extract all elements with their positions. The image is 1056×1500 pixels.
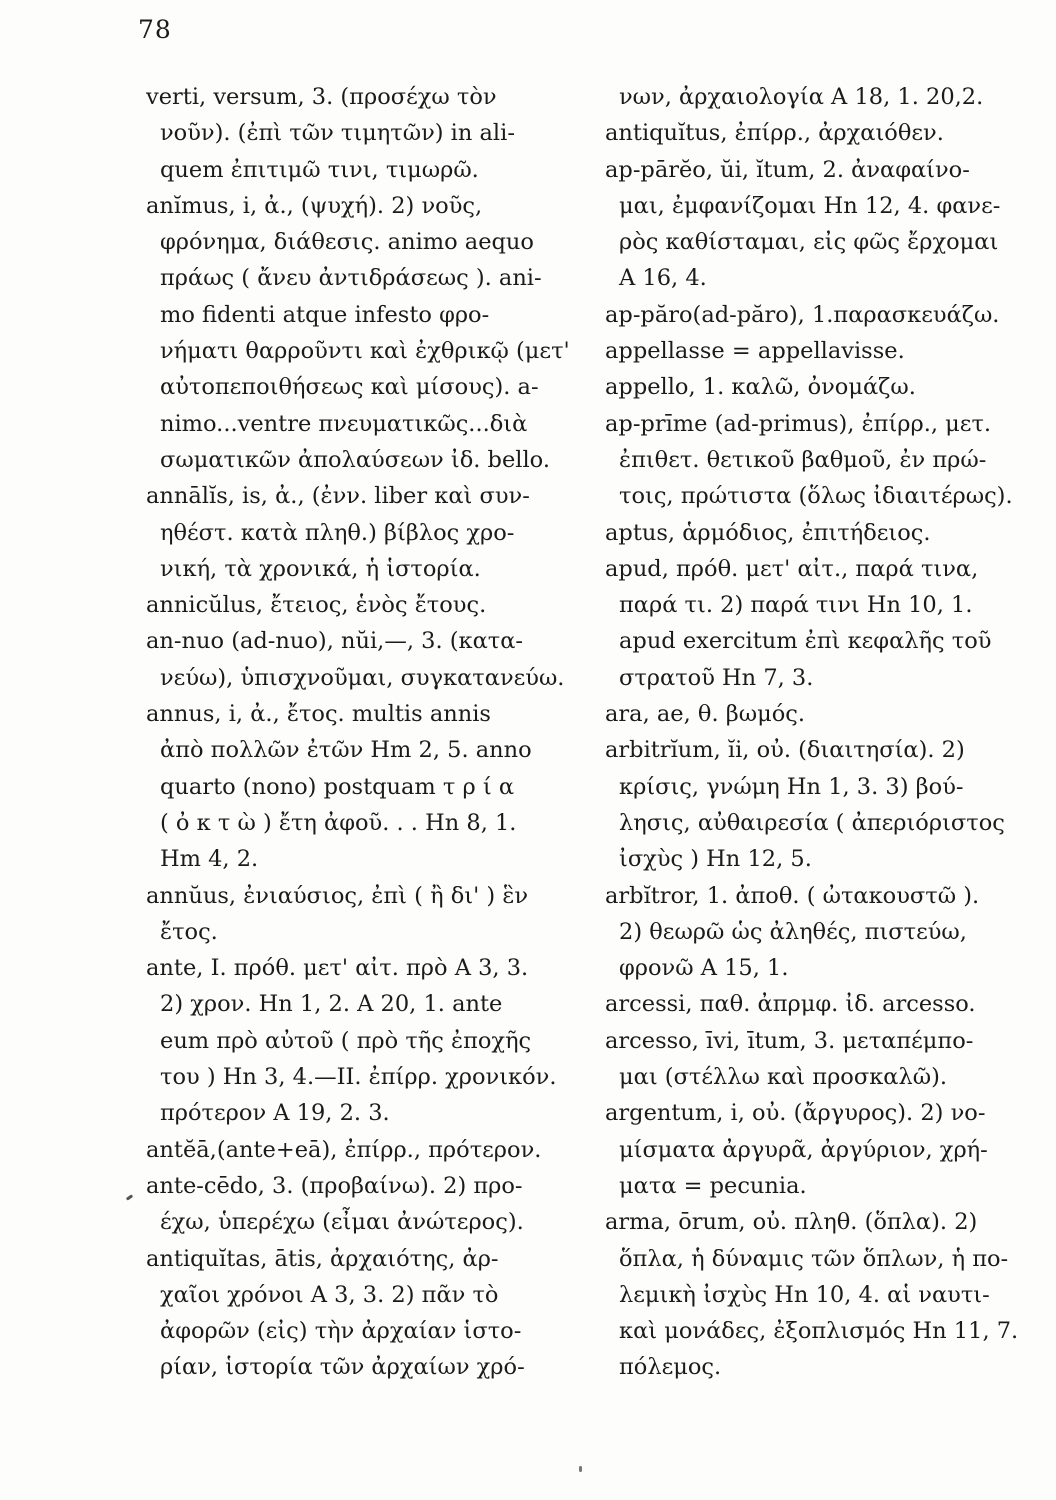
entry-line: λεμικὴ ἰσχὺς Hn 10, 4. αἱ ναυτι- <box>619 1281 990 1308</box>
entry-line: παρά τι. 2) παρά τινι Hn 10, 1. <box>619 592 973 619</box>
entry-headword-line: antiquĭtus, ἐπίρρ., ἀρχαιόθεν. <box>605 120 944 147</box>
entry-line: ( ὀ κ τ ὼ ) ἔτη ἀφοῦ. . . Hn 8, 1. <box>160 809 517 836</box>
entry-headword-line: ara, ae, θ. βωμός. <box>605 701 806 728</box>
entry-line: Hm 4, 2. <box>160 846 259 873</box>
entry-headword-line: annŭus, ἐνιαύσιος, ἐπὶ ( ἢ δι' ) ἓν <box>146 882 529 909</box>
ink-speck <box>579 1466 582 1472</box>
entry-line: ὅπλα, ἡ δύναμις τῶν ὅπλων, ἡ πο- <box>619 1245 1009 1272</box>
entry-line: λησις, αὐθαιρεσία ( ἀπεριόριστος <box>619 809 1005 836</box>
right-column <box>605 79 1035 1386</box>
entry-line: 2) θεωρῶ ὡς ἀληθές, πιστεύω, <box>619 918 967 945</box>
entry-line: κρίσις, γνώμη Hn 1, 3. 3) βού- <box>619 773 964 800</box>
entry-headword-line: aptus, ἁρμόδιος, ἐπιτήδειος. <box>605 519 931 546</box>
entry-line: φρονῶ A 15, 1. <box>619 955 789 982</box>
entry-line: πράως ( ἄνευ ἀντιδράσεως ). ani- <box>160 265 542 292</box>
entry-headword-line: argentum, i, οὐ. (ἄργυρος). 2) νο- <box>605 1100 986 1127</box>
entry-line: σωματικῶν ἀπολαύσεων ἰδ. bello. <box>160 446 550 473</box>
entry-headword-line: arbĭtror, 1. ἀποθ. ( ὠτακουστῶ ). <box>605 882 980 909</box>
entry-line: έχω, ὑπερέχω (εἶμαι ἀνώτερος). <box>160 1209 524 1236</box>
entry-line: ἰσχὺς ) Hn 12, 5. <box>619 846 812 873</box>
entry-line: μαι (στέλλω καὶ προσκαλῶ). <box>619 1064 947 1091</box>
entry-headword-line: ante-cēdo, 3. (προβαίνω). 2) προ- <box>146 1172 523 1199</box>
entry-headword-line: antiquĭtas, ātis, ἀρχαιότης, ἀρ- <box>146 1245 499 1272</box>
page-number: 78 <box>138 15 172 44</box>
entry-headword-line: annus, i, ἀ., ἔτος. multis annis <box>146 701 491 728</box>
entry-headword-line: anĭmus, i, ἀ., (ψυχή). 2) νοῦς, <box>146 192 483 219</box>
entry-line: ἔτος. <box>160 918 218 945</box>
entry-headword-line: arbitrĭum, ĭi, οὐ. (διαιτησία). 2) <box>605 737 965 764</box>
entry-headword-line: ap-păro(ad-păro), 1.παρασκευάζω. <box>605 301 1000 328</box>
entry-line: quarto (nono) postquam τ ρ ί α <box>160 773 515 800</box>
left-column <box>146 79 576 1386</box>
entry-line: mo fidenti atque infesto φρο- <box>160 301 490 328</box>
entry-line: nimo...ventre πνευματικῶς...διὰ <box>160 410 528 437</box>
entry-line: ρὸς καθίσταμαι, εἰς φῶς ἔρχομαι <box>619 229 999 256</box>
entry-headword-line: ap-pārĕo, ŭi, ĭtum, 2. ἀναφαίνο- <box>605 156 970 183</box>
entry-line: μαι, ἐμφανίζομαι Hn 12, 4. φανε- <box>619 192 1001 219</box>
entry-line: πρότερον A 19, 2. 3. <box>160 1100 390 1127</box>
entry-headword-line: appello, 1. καλῶ, ὀνομάζω. <box>605 374 916 401</box>
entry-headword-line: annālĭs, is, ἀ., (ἐνν. liber καὶ συν- <box>146 483 530 510</box>
entry-line: ηθέστ. κατὰ πληθ.) βίβλος χρο- <box>160 519 515 546</box>
entry-line: apud exercitum ἐπὶ κεφαλῆς τοῦ <box>619 628 992 655</box>
entry-line: A 16, 4. <box>619 265 707 292</box>
entry-line: ἀπὸ πολλῶν ἐτῶν Hm 2, 5. anno <box>160 737 532 764</box>
entry-line: ἀφορῶν (εἰς) τὴν ἀρχαίαν ἱστο- <box>160 1318 522 1345</box>
entry-line: ματα = pecunia. <box>619 1172 807 1199</box>
entry-line: ρίαν, ἱστορία τῶν ἀρχαίων χρό- <box>160 1354 525 1381</box>
entry-line: νοῦν). (ἐπὶ τῶν τιμητῶν) in ali- <box>160 120 515 147</box>
entry-headword-line: appellasse = appellavisse. <box>605 338 905 365</box>
entry-line: 2) χρον. Hn 1, 2. A 20, 1. ante <box>160 991 503 1018</box>
entry-line: νήματι θαρροῦντι καὶ ἐχθρικῷ (μετ' <box>160 338 570 365</box>
entry-line: μίσματα ἀργυρᾶ, ἀργύριον, χρή- <box>619 1136 988 1163</box>
entry-line: eum πρὸ αὐτοῦ ( πρὸ τῆς ἐποχῆς <box>160 1027 532 1054</box>
entry-line: αὐτοπεποιθήσεως καὶ μίσους). a- <box>160 374 539 401</box>
entry-line: verti, versum, 3. (προσέχω τὸν <box>146 84 497 110</box>
entry-line: νων, ἀρχαιολογία A 18, 1. 20,2. <box>619 84 984 110</box>
entry-line: φρόνημα, διάθεσις. animo aequo <box>160 229 534 256</box>
entry-headword-line: apud, πρόθ. μετ' αἰτ., παρά τινα, <box>605 555 979 582</box>
entry-headword-line: arcessi, παθ. ἀπρμφ. ἰδ. arcesso. <box>605 991 976 1018</box>
entry-line: νεύω), ὑπισχνοῦμαι, συγκατανεύω. <box>160 664 565 691</box>
entry-line: quem ἐπιτιμῶ τινι, τιμωρῶ. <box>160 156 479 183</box>
entry-headword-line: antĕā,(ante+eā), ἐπίρρ., πρότερον. <box>146 1136 542 1163</box>
entry-line: χαῖοι χρόνοι A 3, 3. 2) πᾶν τὸ <box>160 1281 499 1308</box>
entry-line: του ) Hn 3, 4.—II. ἐπίρρ. χρονικόν. <box>160 1064 557 1091</box>
entry-line: νική, τὰ χρονικά, ἡ ἱστορία. <box>160 555 481 582</box>
entry-line: ἐπιθετ. θετικοῦ βαθμοῦ, ἐν πρώ- <box>619 446 987 473</box>
entry-headword-line: arma, ōrum, οὐ. πληθ. (ὅπλα). 2) <box>605 1209 978 1236</box>
ink-speck <box>126 1194 133 1200</box>
entry-headword-line: an-nuo (ad-nuo), nŭi,—, 3. (κατα- <box>146 628 524 655</box>
entry-line: στρατοῦ Hn 7, 3. <box>619 664 814 691</box>
entry-headword-line: ap-prīme (ad-primus), ἐπίρρ., μετ. <box>605 410 992 437</box>
entry-headword-line: ante, I. πρόθ. μετ' αἰτ. πρὸ A 3, 3. <box>146 955 529 982</box>
entry-line: καὶ μονάδες, ἐξοπλισμός Hn 11, 7. <box>619 1318 1019 1345</box>
entry-headword-line: arcesso, īvi, ītum, 3. μεταπέμπο- <box>605 1027 974 1054</box>
entry-headword-line: annicŭlus, ἔτειος, ἑνὸς ἔτους. <box>146 592 487 619</box>
entry-line: πόλεμος. <box>619 1354 722 1381</box>
entry-line: τοις, πρώτιστα (ὅλως ἰδιαιτέρως). <box>619 483 1013 510</box>
